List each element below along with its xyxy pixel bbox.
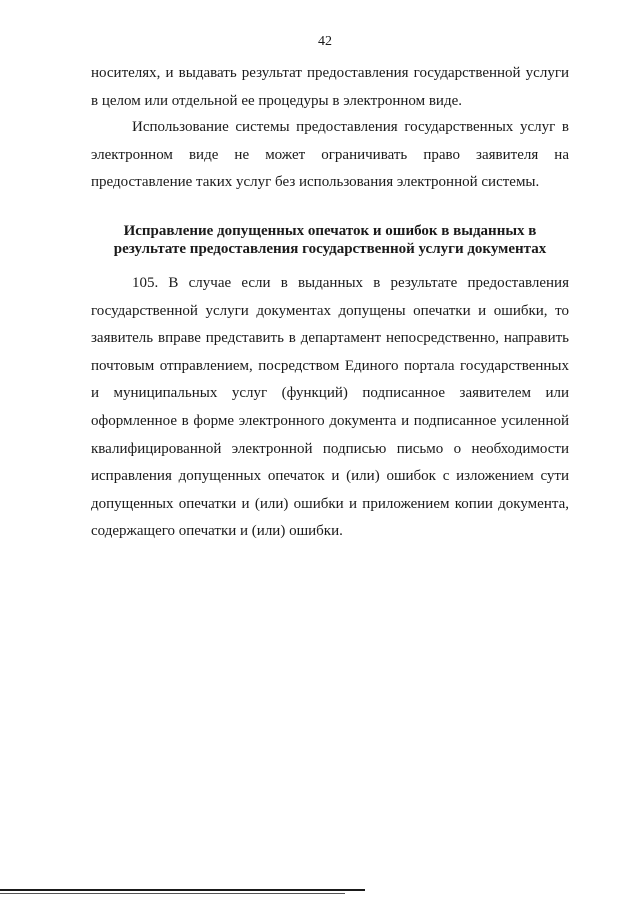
- page-number: 42: [318, 34, 332, 49]
- footer-rule: [0, 889, 365, 891]
- section-heading: [91, 222, 569, 258]
- paragraph-clause-105: 105. В случае если в выданных в результате предоставления государственной услуги документах допущены опечатки и ошибки, то заявитель вправе представить в департамент непосредственно, направить почтовым отправлением, посредством Единого портала государственных и муниципальных услуг (функций) подписанное заявителем или оформленное в форме электронного документа и подписанное усиленной квалифицированной электронной подписью письмо о необходимости исправления допущенных опечаток и (или) ошибок с изложением сути допущенных опечатки и (или) ошибки и приложением копии документа, содержащего опечатки и (или) ошибки.: [91, 275, 569, 540]
- paragraph-electronic-usage: Использование системы предоставления государственных услуг в электронном виде не может ограничивать право заявителя на предоставление таких услуг без использования электронной системы.: [91, 119, 569, 191]
- footer-rule-thin: [0, 893, 345, 894]
- section-heading-line-1: Исправление допущенных опечаток и ошибок в выданных в: [123, 223, 537, 239]
- section-heading-line-2: результате предоставления государственной услуги документах: [113, 241, 547, 257]
- paragraph-continuation: носителях, и выдавать результат предоставления государственной услуги в целом или отдельной ее процедуры в электронном виде.: [91, 65, 569, 109]
